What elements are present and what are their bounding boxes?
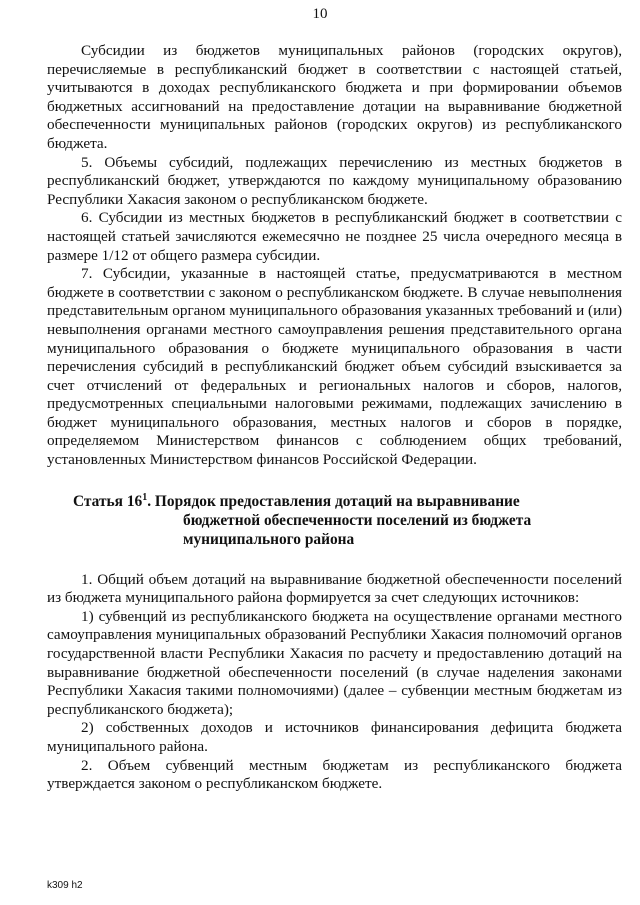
page-number: 10 — [312, 6, 328, 22]
article-title-line-3: муниципального района — [183, 530, 355, 548]
paragraph-item-5: 5. Объемы субсидий, подлежащих перечислению из местных бюджетов в республиканский бюджет, утверждаются по каждому муниципальному образованию Республики Хакасия законом о республиканском бюджете. — [47, 153, 622, 208]
article-superscript: 1 — [142, 491, 148, 503]
paragraph-subitem-2: 2) собственных доходов и источников финансирования дефицита бюджета муниципального района. — [47, 719, 622, 755]
article-title-line-2: бюджетной обеспеченности поселений из бюджета — [183, 511, 532, 529]
paragraph-item-7: 7. Субсидии, указанные в настоящей статье, предусматриваются в местном бюджете в соответствии с законом о республиканском бюджете. В случае невыполнения представительным органом муниципального образования указанных требований и (или) невыполнения органами местного самоуправления решения представительного органа муниципального образования о бюджете муниципального образования в части перечисления субсидий в республиканский бюджет объем субсидий взыскивается за счет отчислений от федеральных и региональных налогов и сборов, налогов, предусмотренных специальными налоговыми режимами, подлежащих зачислению в бюджет муниципального образования, местных налогов и сборов в порядке, определяемом Министерством финансов с соблюдением общих требований, установленных Министерством финансов Российской Федерации. — [47, 265, 622, 469]
article-heading — [47, 492, 622, 549]
paragraph-item-6: 6. Субсидии из местных бюджетов в республиканский бюджет в соответствии с настоящей статьей зачисляются ежемесячно не позднее 25 числа очередного месяца в размере 1/12 от общего размера субсидии. — [47, 209, 622, 264]
article-label: Статья 16 — [73, 492, 143, 510]
paragraph-subitem-1: 1) субвенций из республиканского бюджета на осуществление органами местного самоуправления муниципальных образований Республики Хакасия полномочий органов государственной власти Республики Хакасия по расчету и предоставлению дотаций на выравнивание бюджетной обеспеченности поселений (в случае наделения законами Республики Хакасия такими полномочиями) (далее – субвенции местным бюджетам из республиканского бюджета); — [47, 607, 622, 718]
article-heading-line-1 — [73, 492, 622, 511]
footer-document-code: k309 h2 — [47, 880, 83, 891]
paragraph-subsidies-accounting: Субсидии из бюджетов муниципальных районов (городских округов), перечисляемые в республиканский бюджет в соответствии с настоящей статьей, учитываются в доходах республиканского бюджета и при формировании объемов бюджетных ассигнований на предоставление дотации на выравнивание бюджетной обеспеченности муниципальных районов (городских округов) из республиканского бюджета. — [47, 42, 622, 152]
paragraph-article-item-1: 1. Общий объем дотаций на выравнивание бюджетной обеспеченности поселений из бюджета муниципального района формируется за счет следующих источников: — [47, 570, 622, 607]
article-title-line-1: . Порядок предоставления дотаций на выравнивание — [147, 492, 520, 510]
paragraph-article-item-2: 2. Объем субвенций местным бюджетам из республиканского бюджета утверждается законом о республиканском бюджете. — [47, 756, 622, 793]
document-body — [47, 42, 622, 794]
